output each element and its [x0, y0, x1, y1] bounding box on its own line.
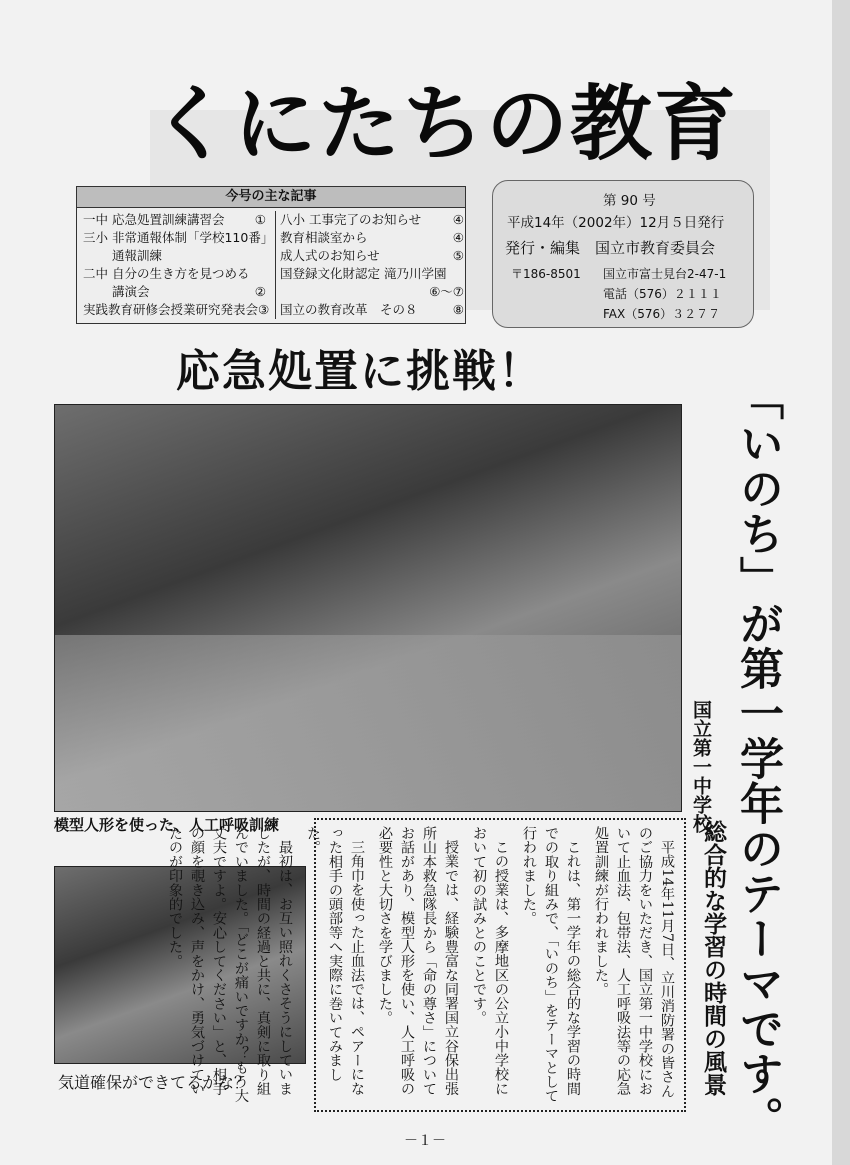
- contents-item: ⑥〜⑦: [429, 284, 464, 299]
- address: 国立市富士見台2-47-1: [603, 267, 727, 281]
- article-headline: 応急処置に挑戦！: [176, 346, 544, 397]
- gym-floor: [55, 635, 681, 811]
- photo-caption-1: 模型人形を使った、人工呼吸訓練: [54, 816, 280, 834]
- fax: FAX（576）３２７７: [603, 307, 721, 321]
- vertical-headline: 「いのち」が第一学年のテーマです。: [732, 376, 783, 1141]
- publisher: 発行・編集 国立市教育委員会: [505, 239, 716, 257]
- training-photo: [54, 404, 682, 812]
- article-paragraph: 授業では、経験豊富な同署国立谷保出張所山本救急隊長から「命の尊さ」についてお話があり、模型人形を使い、人工呼吸の必要性と大切さを学びました。: [377, 826, 459, 1096]
- contents-item: 成人式のお知らせ ⑤: [280, 248, 464, 263]
- telephone: 電話（576）２１１１: [603, 287, 722, 301]
- article-paragraph: 最初は、お互い照れくさそうにしていましたが、時間の経過と共に、真剣に取り組んでいました。「どこが痛いですか？もう大丈夫ですよ。安心してください」と、相手の顔を覗き込み、声をかけ、勇気づけていたのが印象的でした。: [167, 826, 293, 1103]
- article-paragraph: 三角巾を使った止血法では、ペアーになった相手の頭部等へ実際に巻いてみました。: [305, 826, 365, 1096]
- contents-item: 国立の教育改革 その８ ⑧: [280, 302, 464, 317]
- school-name: 国立第一中学校: [690, 700, 712, 833]
- issue-number: 第 90 号: [603, 193, 656, 209]
- page-edge: [832, 0, 850, 1165]
- page-number: －１－: [404, 1133, 446, 1149]
- article-paragraph: この授業は、多摩地区の公立小中学校において初の試みとのことです。: [471, 826, 509, 1096]
- article-subtitle: 総合的な学習の時間の風景: [700, 820, 726, 1096]
- photo-caption-2: 気道確保ができてるかな？: [58, 1073, 251, 1092]
- contents-box: [76, 186, 466, 324]
- contents-item: 二中 自分の生き方を見つめる: [83, 266, 250, 281]
- contents-left-column: [83, 211, 274, 319]
- article-paragraph: これは、第一学年の総合的な学習の時間での取り組みで、「いのち」をテーマとして行われました。: [521, 826, 581, 1103]
- contents-item: 三小 非常通報体制「学校110番」: [83, 230, 274, 245]
- contents-item: 国登録文化財認定 滝乃川学園: [280, 266, 447, 281]
- contents-item: 一中 応急処置訓練講習会 ①: [83, 212, 266, 227]
- article-paragraph: 平成14年11月7日、立川消防署の皆さんのご協力をいただき、国立第一中学校において止血法、包帯法、人工呼吸法等の応急処置訓練が行われました。: [593, 826, 675, 1099]
- contents-right-column: [275, 211, 466, 319]
- contents-title: 今号の主な記事: [77, 187, 465, 208]
- contents-item: 通報訓練: [83, 248, 162, 263]
- contents-item: 講演会 ②: [83, 284, 266, 299]
- issue-date: 平成14年（2002年）12月５日発行: [507, 215, 725, 231]
- contents-item: 実践教育研修会授業研究発表会 ③: [83, 302, 270, 317]
- contents-item: 八小 工事完了のお知らせ ④: [280, 212, 464, 227]
- issue-info-box: [492, 180, 754, 328]
- contents-item: 教育相談室から ④: [280, 230, 464, 245]
- masthead-title: くにたちの教育: [150, 76, 739, 172]
- postal-code: 〒186-8501: [511, 267, 581, 281]
- article-body: [167, 818, 686, 1112]
